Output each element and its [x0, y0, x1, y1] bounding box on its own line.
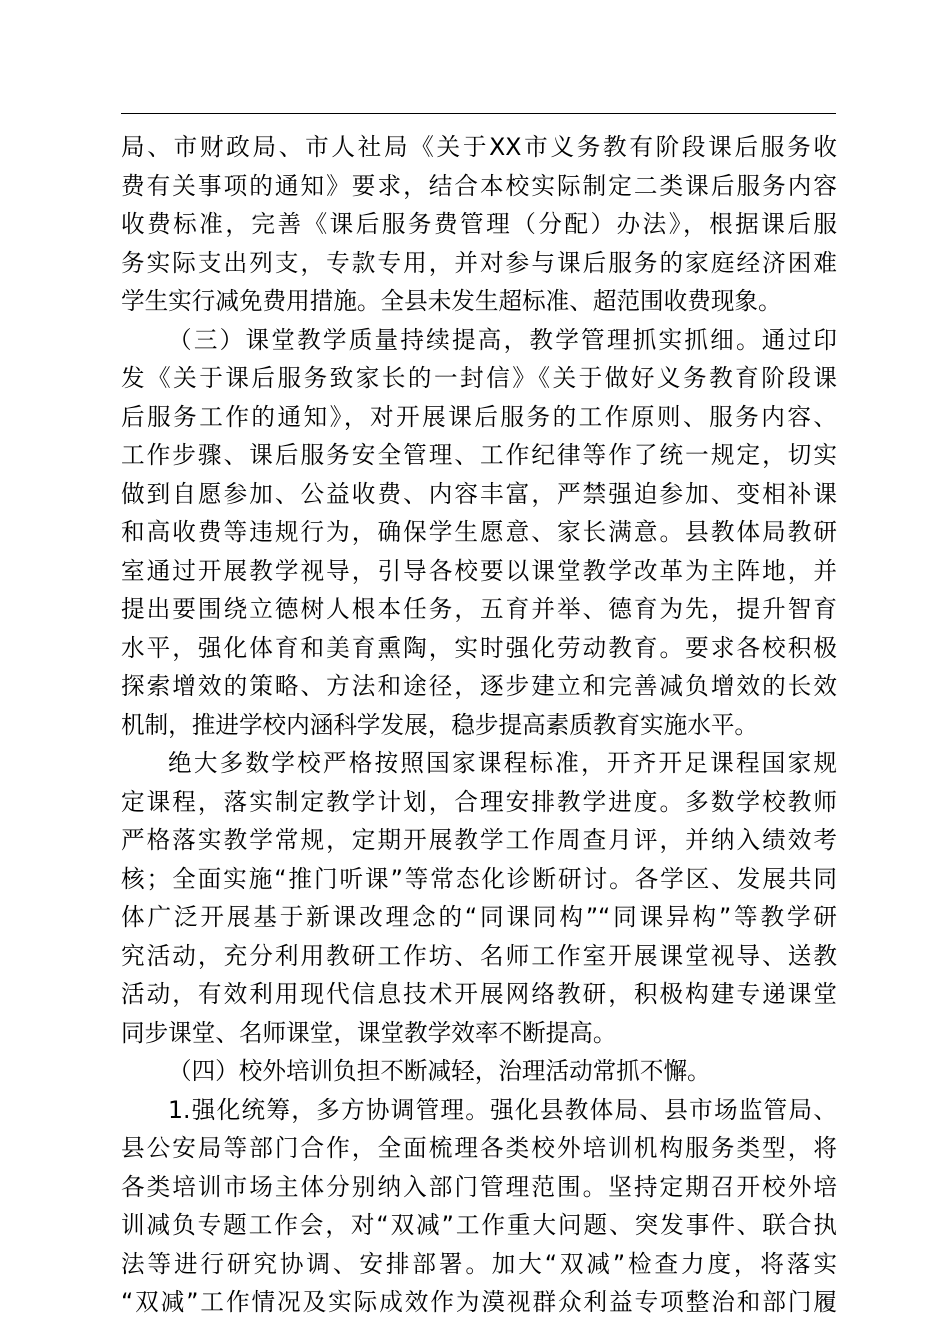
text-line: 各类培训市场主体分别纳入部门管理范围。坚持定期召开校外培 [121, 1172, 837, 1201]
text-line: 发《关于课后服务致家长的一封信》《关于做好义务教育阶段课 [121, 364, 837, 392]
text-line: “双减”工作情况及实际成效作为漠视群众利益专项整治和部门履 [121, 1288, 837, 1316]
text-line: 提出要围绕立德树人根本任务，五育并举、德育为先，提升智育 [121, 595, 837, 623]
text-line: 工作步骤、课后服务安全管理、工作纪律等作了统一规定，切实 [121, 441, 837, 469]
text-line: 局、市财政局、市人社局《关于XX市义务教有阶段课后服务收 [121, 133, 837, 161]
text-line: 和高收费等违规行为，确保学生愿意、家长满意。县教体局教研 [121, 518, 837, 546]
text-line: 学生实行减免费用措施。全县未发生超标准、超范围收费现象。 [121, 287, 782, 315]
text-line: 严格落实教学常规，定期开展教学工作周查月评，并纳入绩效考 [121, 826, 837, 854]
text-line: 机制，推进学校内涵科学发展，稳步提高素质教育实施水平。 [121, 710, 759, 739]
text-line: 水平，强化体育和美育熏陶，实时强化劳动教育。要求各校积极 [121, 633, 837, 662]
text-line: 核；全面实施“推门听课”等常态化诊断研讨。各学区、发展共同 [121, 864, 837, 893]
text-line: 活动，有效利用现代信息技术开展网络教研，积极构建专递课堂 [121, 980, 837, 1008]
text-line: 探索增效的策略、方法和途径，逐步建立和完善减负增效的长效 [121, 672, 837, 700]
text-line: 务实际支出列支，专款专用，并对参与课后服务的家庭经济困难 [121, 248, 837, 277]
text-line: 室通过开展教学视导，引导各校要以课堂教学改革为主阵地，并 [121, 556, 837, 585]
text-line: 后服务工作的通知》，对开展课后服务的工作原则、服务内容、 [121, 402, 837, 431]
text-line: 法等进行研究协调、安排部署。加大“双减”检查力度，将落实 [121, 1249, 837, 1278]
text-line: 训减负专题工作会，对“双减”工作重大问题、突发事件、联合执 [121, 1211, 837, 1239]
subsection-heading-1: 1.强化统筹，多方协调管理。强化县教体局、县市场监管局、 [168, 1095, 837, 1124]
paragraph-start: 绝大多数学校严格按照国家课程标准，开齐开足课程国家规 [168, 749, 837, 777]
section-heading-4: （四）校外培训负担不断减轻，治理活动常抓不懈。 [168, 1057, 711, 1085]
header-rule [121, 113, 836, 114]
text-line: 体广泛开展基于新课改理念的“同课同构”“同课异构”等教学研 [121, 903, 837, 931]
text-line: 费有关事项的通知》要求，结合本校实际制定二类课后服务内容 [121, 171, 837, 200]
document-body [121, 128, 837, 1322]
text-line: 收费标准，完善《课后服务费管理（分配）办法》，根据课后服 [121, 210, 837, 238]
text-line: 同步课堂、名师课堂，课堂教学效率不断提高。 [121, 1018, 617, 1047]
text-line: 定课程，落实制定教学计划，合理安排教学进度。多数学校教师 [121, 787, 837, 816]
section-heading-3: （三）课堂教学质量持续提高，教学管理抓实抓细。通过印 [168, 325, 837, 354]
text-line: 究活动，充分利用教研工作坊、名师工作室开展课堂视导、送教 [121, 941, 837, 970]
text-line: 县公安局等部门合作，全面梳理各类校外培训机构服务类型，将 [121, 1134, 837, 1162]
text-line: 做到自愿参加、公益收费、内容丰富，严禁强迫参加、变相补课 [121, 479, 837, 508]
